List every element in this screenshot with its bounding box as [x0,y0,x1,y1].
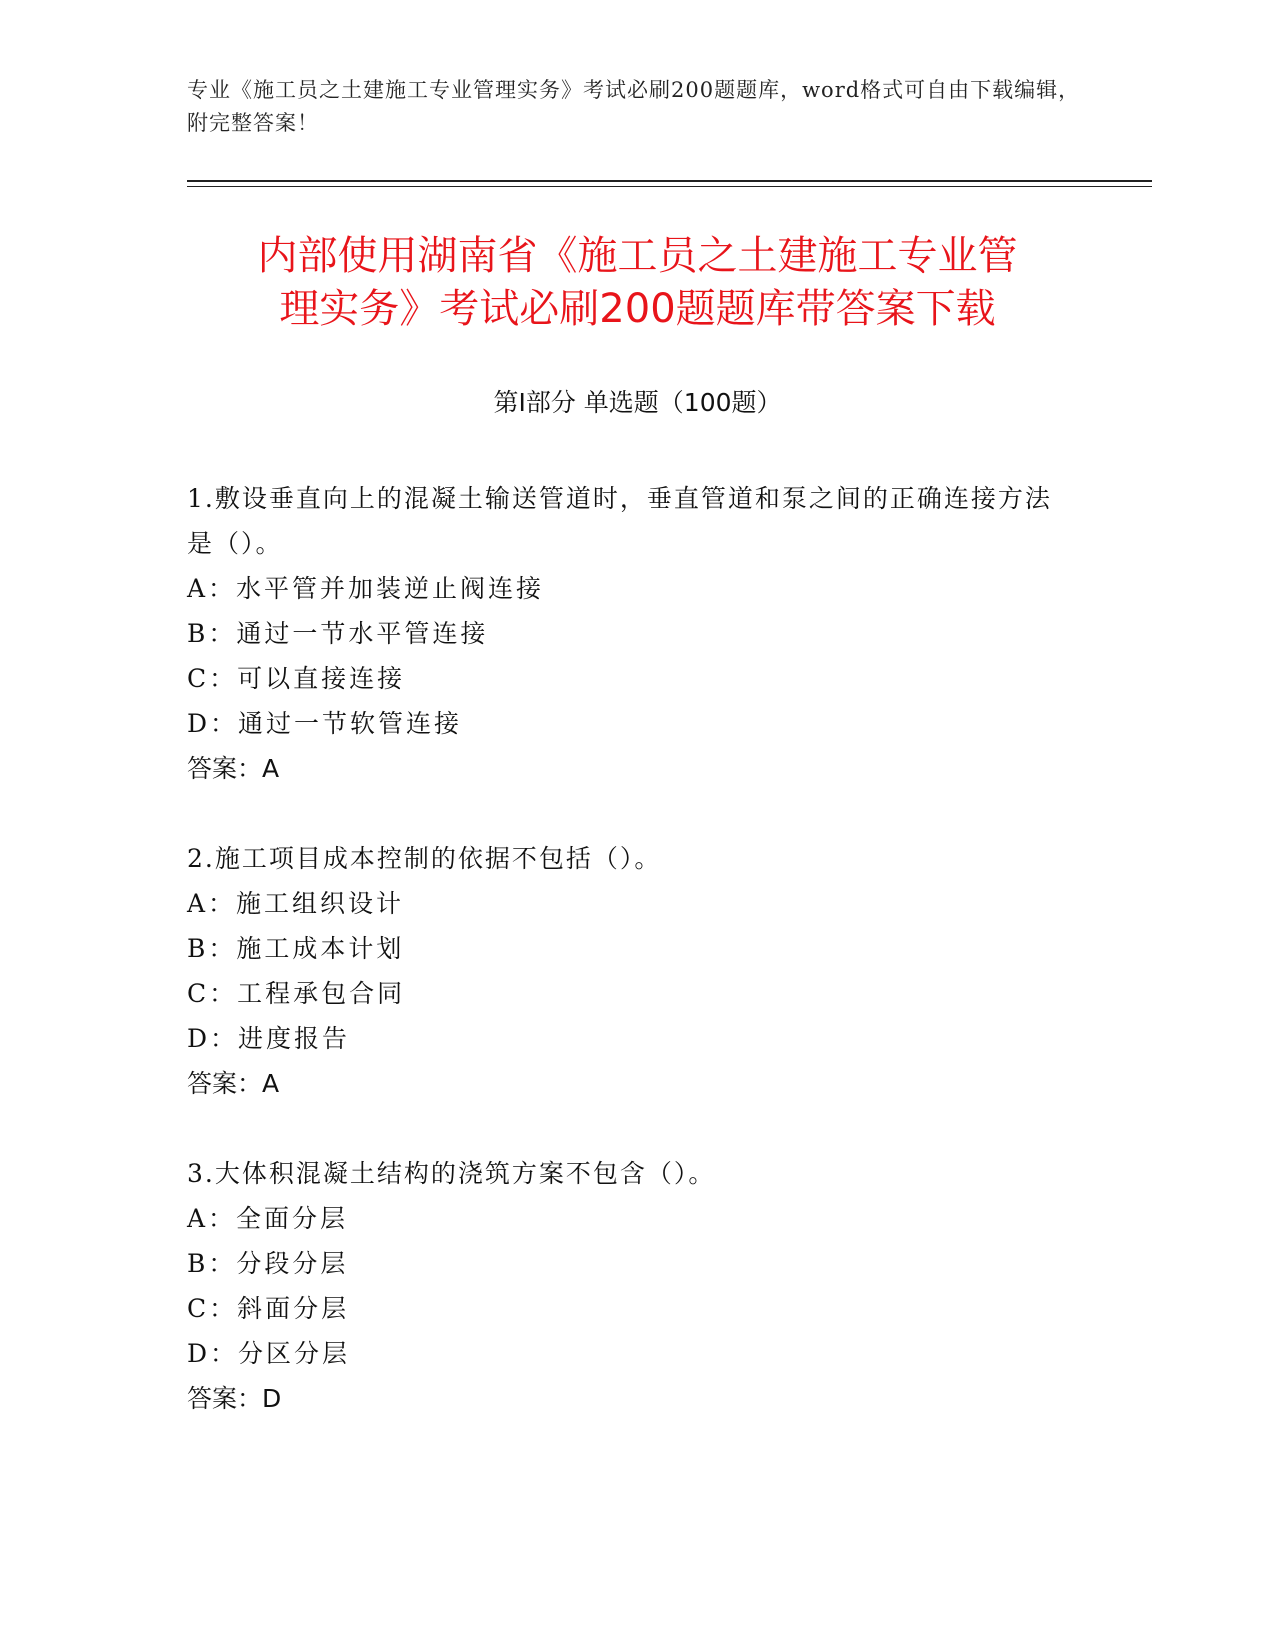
question-spacer [187,791,1067,836]
header-rule-thick [187,180,1152,182]
answer: 答案：A [187,1069,280,1098]
document-title-line-2: 理实务》考试必刷200题题库带答案下载 [279,286,996,332]
question-3 [187,1151,1067,1421]
document-title [187,230,1088,336]
section-title: 第Ⅰ部分 单选题（100题） [493,388,782,417]
option-a: A：水平管并加装逆止阀连接 [187,574,545,603]
option-d: D：通过一节软管连接 [187,709,463,738]
question-list [187,476,1067,1421]
document-title-line-1: 内部使用湖南省《施工员之土建施工专业管 [257,233,1018,279]
option-b: B：施工成本计划 [187,934,405,963]
option-c: C：可以直接连接 [187,664,406,693]
option-b: B：通过一节水平管连接 [187,619,489,648]
question-2 [187,836,1067,1106]
question-stem: 3.大体积混凝土结构的浇筑方案不包含（）。 [187,1159,716,1188]
answer: 答案：D [187,1384,282,1413]
option-c: C：斜面分层 [187,1294,350,1323]
header-rule-thin [187,186,1152,187]
option-c: C：工程承包合同 [187,979,406,1008]
option-a: A：施工组织设计 [187,889,405,918]
question-1 [187,476,1067,791]
option-d: D：进度报告 [187,1024,351,1053]
option-d: D：分区分层 [187,1339,351,1368]
question-stem: 1.敷设垂直向上的混凝土输送管道时，垂直管道和泵之间的正确连接方法是（）。 [187,484,1052,558]
question-spacer [187,1106,1067,1151]
header-note: 专业《施工员之土建施工专业管理实务》考试必刷200题题库，word格式可自由下载编辑，附完整答案！ [187,78,1081,135]
option-a: A：全面分层 [187,1204,349,1233]
question-stem: 2.施工项目成本控制的依据不包括（）。 [187,844,662,873]
option-b: B：分段分层 [187,1249,349,1278]
answer: 答案：A [187,754,280,783]
